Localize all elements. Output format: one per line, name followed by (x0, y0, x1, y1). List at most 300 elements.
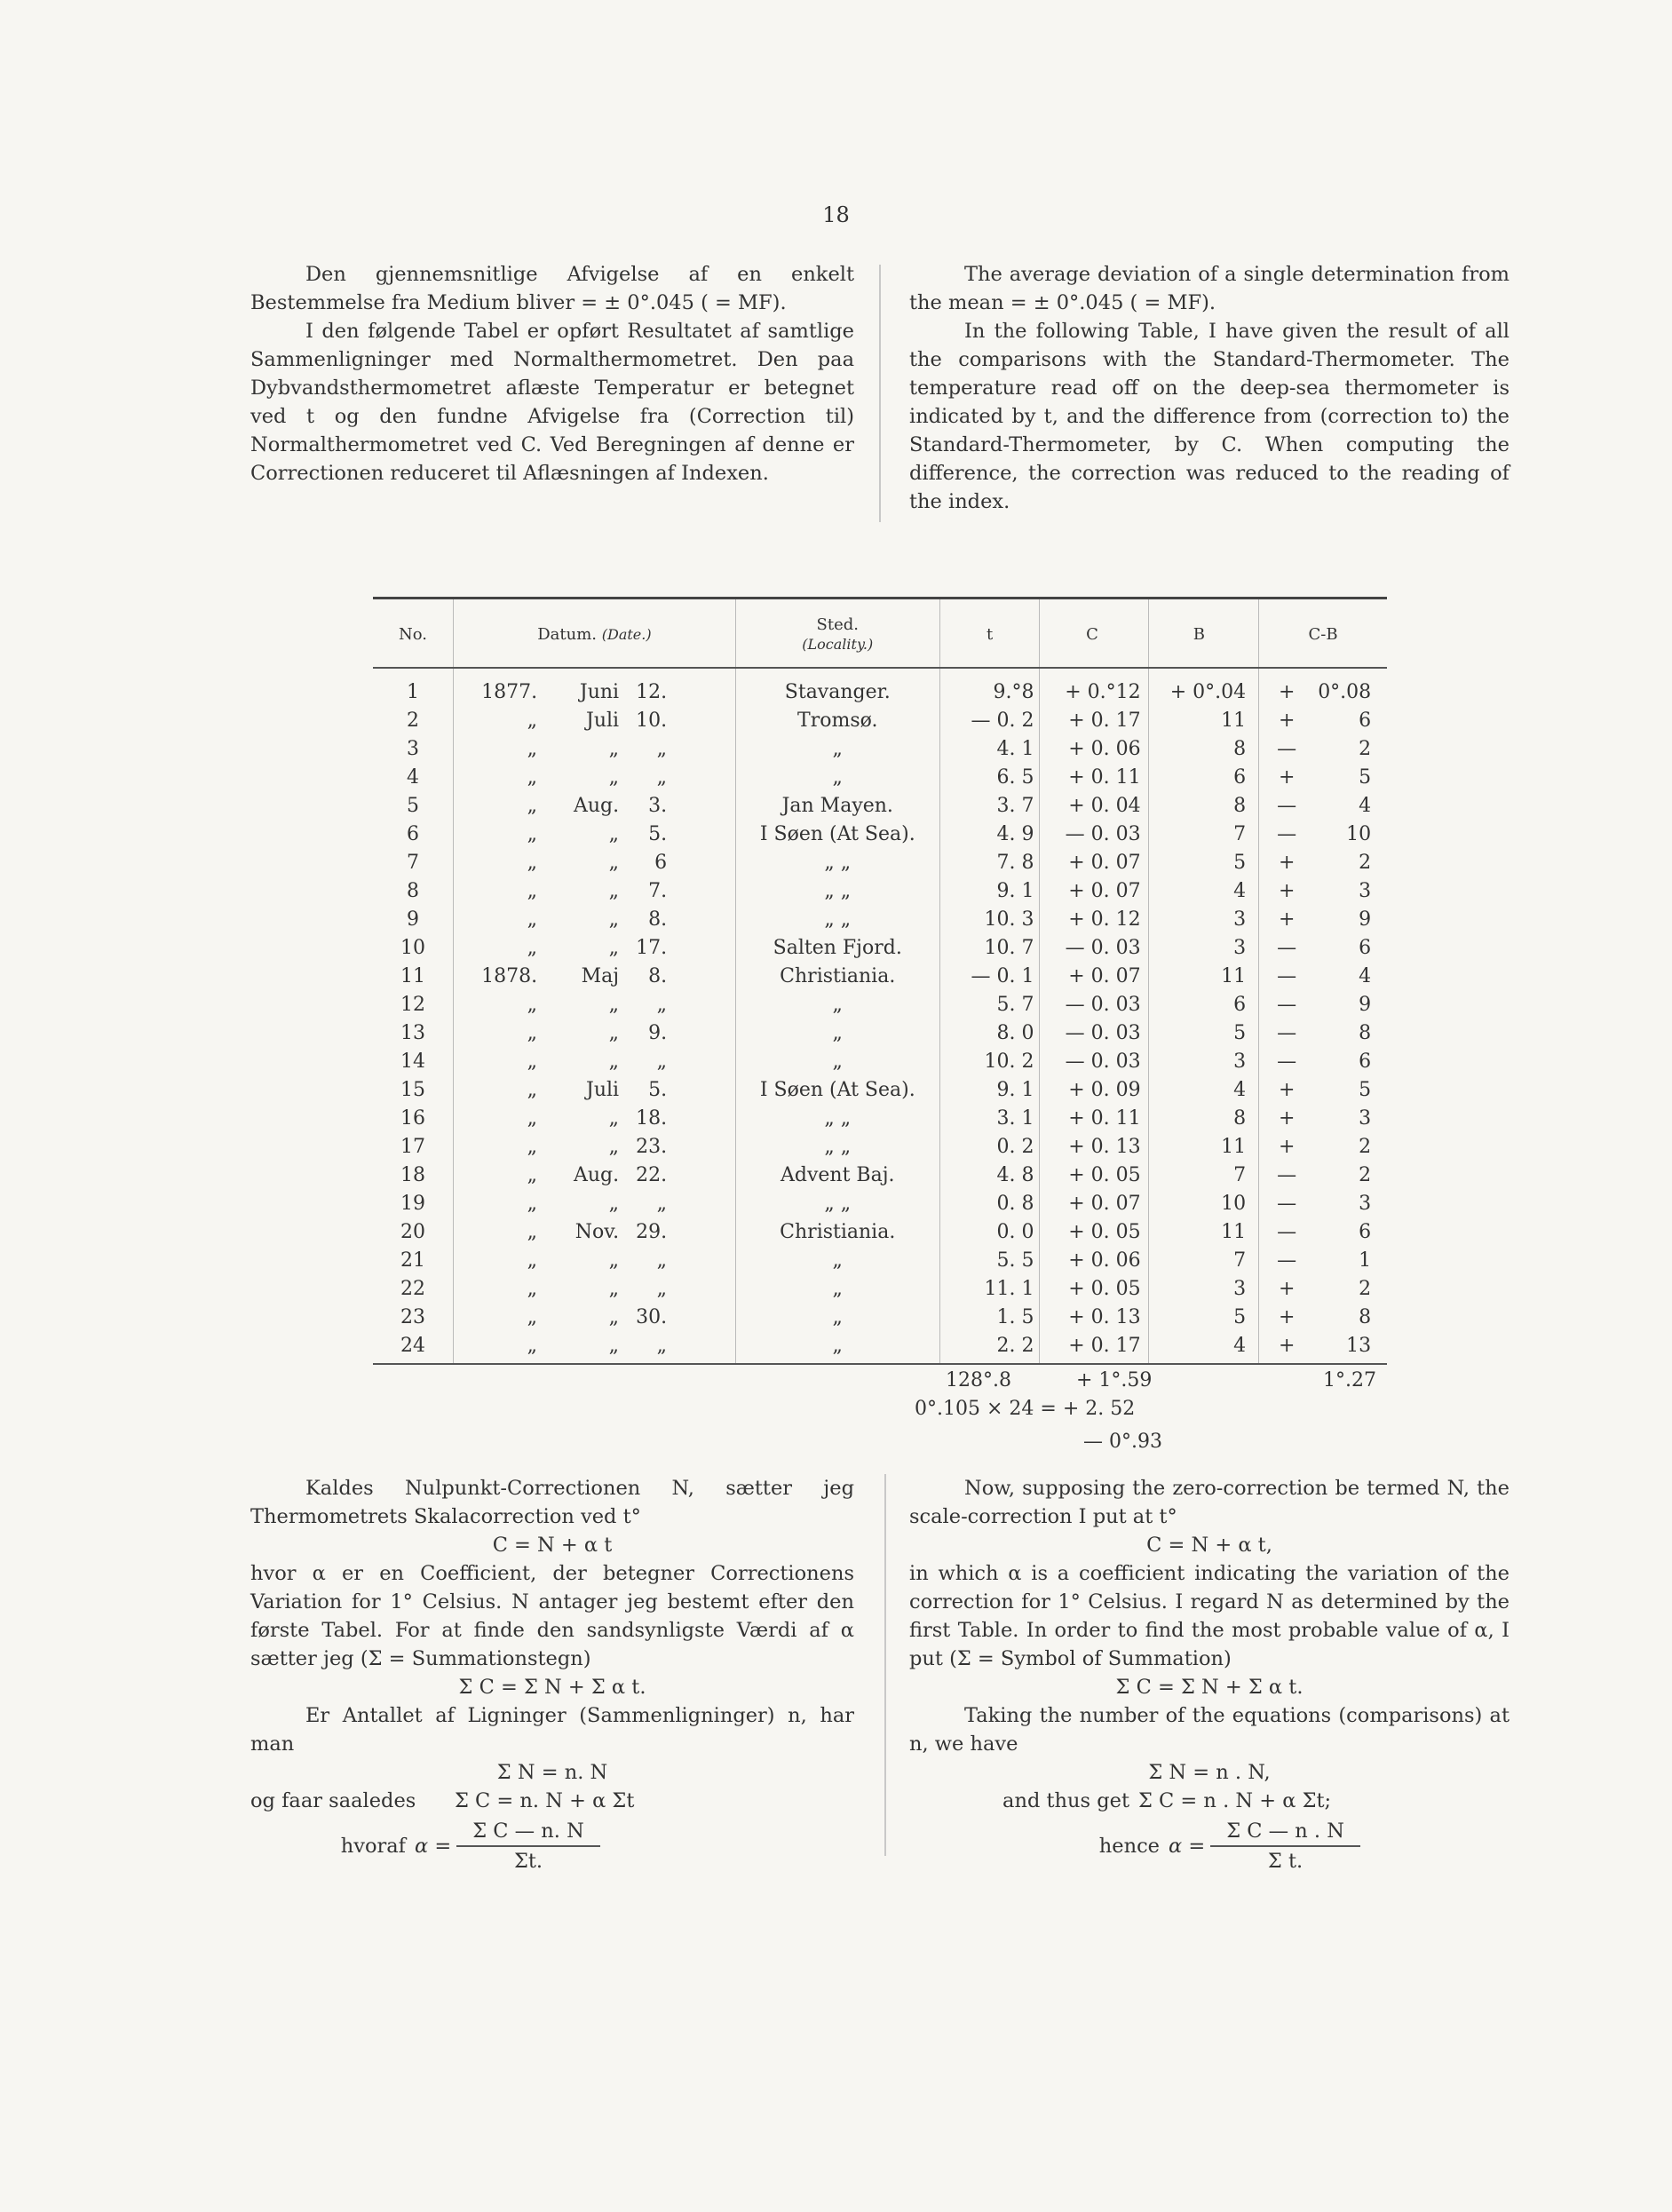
cell-year: „ (527, 1249, 538, 1272)
cell-t: 11. 1 (939, 1274, 1040, 1303)
cell-date (454, 1161, 736, 1189)
cell-year: „ (527, 1021, 538, 1044)
equation-sum-n: Σ N = n. N (496, 1761, 608, 1784)
cell-day: 8. (648, 964, 668, 987)
cell-t: 6. 5 (939, 763, 1040, 791)
calc-line: 0°.105 × 24 = + 2. 52 (915, 1398, 1136, 1420)
cell-c-minus-b (1259, 1019, 1387, 1047)
theory-norwegian-p1: Kaldes Nulpunkt-Correctionen N, sætter jeg Thermometrets Skalacorrection ved t° (250, 1477, 854, 1528)
cell-t: 0. 8 (939, 1189, 1040, 1217)
header-date-english: (Date.) (601, 626, 652, 643)
cell-b: 6 (1148, 990, 1259, 1019)
cell-cb-sign: + (1278, 1277, 1296, 1300)
table-row (373, 1104, 1387, 1132)
cell-date (454, 848, 736, 876)
equation-c-n-alpha-t-en: C = N + α t, (1146, 1534, 1272, 1557)
cell-c: — 0. 03 (1040, 933, 1148, 962)
cell-t: 8. 0 (939, 1019, 1040, 1047)
table-row (373, 1075, 1387, 1104)
table-row (373, 706, 1387, 734)
alpha-equals-en: α = (1169, 1835, 1206, 1858)
cell-month: „ (608, 1305, 620, 1328)
cell-t: 5. 5 (939, 1246, 1040, 1274)
cell-cb-value: 9 (1359, 993, 1372, 1016)
column-divider-bottom (884, 1474, 886, 1856)
cell-month: „ (608, 1249, 620, 1272)
cell-cb-value: 3 (1359, 1192, 1372, 1215)
cell-day: „ (656, 737, 668, 760)
cell-cb-sign: + (1278, 1305, 1296, 1328)
page-number: 18 (822, 202, 850, 227)
cell-t: 9.°8 (939, 668, 1040, 706)
cell-cb-sign: + (1278, 1334, 1296, 1357)
cell-c: + 0. 13 (1040, 1132, 1148, 1161)
cell-b: 11 (1148, 706, 1259, 734)
cell-b: 7 (1148, 820, 1259, 848)
cell-c-minus-b (1259, 1331, 1387, 1364)
cell-month: „ (608, 1106, 620, 1130)
cell-month: „ (608, 765, 620, 789)
cell-no: 11 (400, 964, 426, 987)
cell-year: „ (527, 1078, 538, 1101)
cell-c: + 0. 17 (1040, 1331, 1148, 1364)
cell-c-minus-b (1259, 1274, 1387, 1303)
cell-c-minus-b (1259, 1189, 1387, 1217)
table-row (373, 1019, 1387, 1047)
cell-cb-value: 8 (1359, 1305, 1372, 1328)
comparison-table (373, 597, 1387, 1365)
cell-locality: „ (735, 763, 939, 791)
alpha-fraction (456, 1817, 600, 1875)
cell-c: + 0. 11 (1040, 763, 1148, 791)
cell-no: 1 (407, 680, 420, 703)
cell-t: — 0. 2 (939, 706, 1040, 734)
cell-c-minus-b (1259, 1047, 1387, 1075)
cell-day: „ (656, 1277, 668, 1300)
cell-c: + 0. 06 (1040, 734, 1148, 763)
cell-no: 24 (373, 1331, 454, 1364)
cell-c: + 0. 07 (1040, 848, 1148, 876)
cell-date (454, 763, 736, 791)
cell-locality: Tromsø. (735, 706, 939, 734)
cell-date (454, 1075, 736, 1104)
cell-t: 10. 7 (939, 933, 1040, 962)
cell-no: 6 (407, 822, 420, 845)
cell-year: „ (527, 908, 538, 931)
cell-date (454, 1019, 736, 1047)
cell-locality: Advent Baj. (735, 1161, 939, 1189)
cell-t: 5. 7 (939, 990, 1040, 1019)
cell-cb-value: 2 (1359, 1277, 1372, 1300)
intro-norwegian-p1: Den gjennemsnitlige Afvigelse af en enkelt Bestemmelse fra Medium bliver = ± 0°.045 ( = MF). (250, 263, 854, 314)
cell-c-minus-b (1259, 791, 1387, 820)
cell-year: „ (527, 1220, 538, 1243)
cell-day: „ (656, 765, 668, 789)
cell-t: 9. 1 (939, 876, 1040, 905)
cell-month: „ (608, 908, 620, 931)
cell-c-minus-b (1259, 668, 1387, 706)
cell-locality: Christiania. (735, 1217, 939, 1246)
cell-locality: „ „ (735, 1189, 939, 1217)
alpha-fraction-en (1210, 1817, 1360, 1875)
cell-no: 18 (400, 1163, 426, 1186)
cell-no: 21 (400, 1249, 426, 1272)
cell-day: 5. (648, 1078, 668, 1101)
cell-day: „ (656, 1050, 668, 1073)
cell-cb-value: 2 (1359, 1163, 1372, 1186)
cell-year: „ (527, 1106, 538, 1130)
cell-b: 7 (1148, 1246, 1259, 1274)
table-row (373, 1274, 1387, 1303)
cell-b: 4 (1148, 1331, 1259, 1364)
cell-day: 12. (636, 680, 668, 703)
cell-b: 3 (1148, 933, 1259, 962)
cell-date (454, 791, 736, 820)
cell-cb-sign: — (1277, 1249, 1297, 1272)
sum-c-minus-b: 1°.27 (1323, 1369, 1376, 1391)
label-og-faar-saaledes: og faar saaledes (250, 1789, 416, 1812)
table-row (373, 962, 1387, 990)
cell-no: 17 (400, 1135, 426, 1158)
cell-cb-value: 2 (1359, 851, 1372, 874)
cell-b: 5 (1148, 1303, 1259, 1331)
cell-cb-sign: + (1278, 765, 1296, 789)
intro-norwegian-column (250, 260, 854, 488)
cell-year: „ (527, 879, 538, 902)
cell-b: 5 (1148, 848, 1259, 876)
cell-day: 9. (648, 1021, 668, 1044)
cell-year: „ (527, 1163, 538, 1186)
cell-locality: „ „ (735, 1132, 939, 1161)
cell-cb-value: 1 (1359, 1249, 1372, 1272)
cell-cb-value: 9 (1359, 908, 1372, 931)
cell-cb-value: 2 (1359, 1135, 1372, 1158)
cell-date (454, 990, 736, 1019)
table-row (373, 1303, 1387, 1331)
theory-english-p2: in which α is a coefficient indicating the variation of the correction for 1° Celsius. I regard N as determined by the first Table. In order to find the most probable value of α, I put (Σ = Symbol of Summation) (909, 1562, 1510, 1670)
cell-year: „ (527, 765, 538, 789)
sum-t: 128°.8 (946, 1369, 1011, 1391)
cell-c: + 0. 05 (1040, 1274, 1148, 1303)
cell-c: — 0. 03 (1040, 820, 1148, 848)
cell-day: „ (656, 1334, 668, 1357)
cell-month: „ (608, 1135, 620, 1158)
cell-no: 8 (407, 879, 420, 902)
cell-locality: „ (735, 1246, 939, 1274)
sum-c: + 1°.59 (1076, 1369, 1153, 1391)
cell-cb-sign: + (1278, 1106, 1296, 1130)
cell-c: — 0. 03 (1040, 1047, 1148, 1075)
cell-year: „ (527, 1135, 538, 1158)
cell-t: 7. 8 (939, 848, 1040, 876)
table-row (373, 933, 1387, 962)
cell-cb-sign: + (1278, 1135, 1296, 1158)
cell-locality: Jan Mayen. (735, 791, 939, 820)
cell-locality: „ (735, 1303, 939, 1331)
label-hence: hence (1098, 1835, 1160, 1858)
cell-cb-value: 4 (1359, 794, 1372, 817)
fraction-numerator-en: Σ C — n . N (1210, 1817, 1360, 1847)
cell-no: 15 (400, 1078, 426, 1101)
cell-date (454, 820, 736, 848)
table-row (373, 1217, 1387, 1246)
cell-c: + 0. 11 (1040, 1104, 1148, 1132)
cell-t: 3. 7 (939, 791, 1040, 820)
cell-date (454, 1047, 736, 1075)
cell-date (454, 1274, 736, 1303)
table-row (373, 820, 1387, 848)
cell-date (454, 933, 736, 962)
table-row (373, 848, 1387, 876)
alpha-equals: α = (415, 1835, 452, 1858)
cell-c-minus-b (1259, 1075, 1387, 1104)
equation-row-sum-c-nn (250, 1787, 854, 1815)
cell-t: 4. 1 (939, 734, 1040, 763)
cell-date (454, 1132, 736, 1161)
cell-c-minus-b (1259, 1217, 1387, 1246)
cell-cb-value: 4 (1359, 964, 1372, 987)
cell-day: „ (656, 993, 668, 1016)
cell-cb-sign: — (1277, 1192, 1297, 1215)
theory-norwegian-p3: Er Antallet af Ligninger (Sammenligninger) n, har man (250, 1704, 854, 1756)
cell-no: 19 (400, 1192, 426, 1215)
cell-day: 7. (648, 879, 668, 902)
table-body (373, 668, 1387, 1364)
cell-t: 10. 2 (939, 1047, 1040, 1075)
cell-year: „ (527, 851, 538, 874)
cell-locality: „ (735, 1331, 939, 1364)
cell-locality: „ (735, 1274, 939, 1303)
cell-b: 5 (1148, 1019, 1259, 1047)
equation-row-sum-c-nn-en (909, 1787, 1510, 1815)
cell-cb-sign: + (1278, 680, 1296, 703)
cell-cb-value: 6 (1359, 709, 1372, 732)
cell-year: „ (527, 709, 538, 732)
table-row (373, 734, 1387, 763)
cell-day: 23. (636, 1135, 668, 1158)
cell-day: 10. (636, 709, 668, 732)
cell-no: 14 (400, 1050, 426, 1073)
cell-locality: „ (735, 990, 939, 1019)
cell-locality: I Søen (At Sea). (735, 820, 939, 848)
cell-c-minus-b (1259, 1246, 1387, 1274)
cell-date (454, 962, 736, 990)
intro-english-p2: In the following Table, I have given the result of all the comparisons with the Standard-Thermometer. The temperature read off on the deep-sea thermometer is indicated by t, and the difference from (correction to) the Standard-Thermometer, by C. When computing the difference, the correction was reduced to the reading of the index. (909, 320, 1510, 513)
cell-locality: Christiania. (735, 962, 939, 990)
equation-c-n-alpha-t: C = N + α t (492, 1534, 613, 1557)
cell-locality: Stavanger. (735, 668, 939, 706)
cell-date (454, 1246, 736, 1274)
cell-day: 3. (648, 794, 668, 817)
equation-sum-n-en: Σ N = n . N, (1148, 1761, 1271, 1784)
cell-no: 4 (407, 765, 420, 789)
cell-day: 8. (648, 908, 668, 931)
cell-cb-value: 6 (1359, 1050, 1372, 1073)
cell-c-minus-b (1259, 820, 1387, 848)
cell-t: 3. 1 (939, 1104, 1040, 1132)
equation-sum-c-en: Σ C = Σ N + Σ α t. (1115, 1676, 1304, 1699)
cell-cb-sign: — (1277, 1050, 1297, 1073)
cell-year: „ (527, 822, 538, 845)
theory-norwegian-p2: hvor α er en Coefficient, der betegner Correctionens Variation for 1° Celsius. N antager jeg bestemt efter den første Tabel. For at finde den sandsynligste Værdi af α sætter jeg (Σ = Summationstegn) (250, 1562, 854, 1670)
cell-day: 5. (648, 822, 668, 845)
cell-no: 16 (400, 1106, 426, 1130)
cell-cb-sign: — (1277, 964, 1297, 987)
cell-cb-sign: — (1277, 794, 1297, 817)
cell-date (454, 706, 736, 734)
cell-locality: „ (735, 1047, 939, 1075)
cell-month: Maj (581, 964, 620, 987)
cell-c: + 0. 12 (1040, 905, 1148, 933)
equation-sum-c: Σ C = Σ N + Σ α t. (458, 1676, 646, 1699)
cell-b: 8 (1148, 791, 1259, 820)
cell-month: Juli (586, 709, 620, 732)
equation-sum-c-nn: Σ C = n. N + α Σt (455, 1789, 635, 1812)
cell-day: 22. (636, 1163, 668, 1186)
cell-c-minus-b (1259, 1104, 1387, 1132)
cell-no: 23 (400, 1305, 426, 1328)
cell-c: + 0. 07 (1040, 962, 1148, 990)
cell-month: „ (608, 1050, 620, 1073)
cell-c-minus-b (1259, 734, 1387, 763)
cell-cb-value: 13 (1346, 1334, 1372, 1357)
cell-b: 8 (1148, 734, 1259, 763)
table-row (373, 763, 1387, 791)
cell-day: „ (656, 1249, 668, 1272)
cell-locality: „ „ (735, 1104, 939, 1132)
cell-cb-sign: — (1277, 936, 1297, 959)
cell-c: + 0. 07 (1040, 876, 1148, 905)
equation-row-alpha-en (909, 1817, 1510, 1875)
cell-no: 9 (407, 908, 420, 931)
cell-t: 4. 8 (939, 1161, 1040, 1189)
cell-month: „ (608, 822, 620, 845)
cell-year: „ (527, 936, 538, 959)
fraction-numerator: Σ C — n. N (456, 1817, 600, 1847)
cell-day: „ (656, 1192, 668, 1215)
intro-norwegian-p2: I den følgende Tabel er opført Resultatet af samtlige Sammenligninger med Normalthermometret. Den paa Dybvandsthermometret aflæste Temperatur er betegnet ved t og den fundne Afvigelse fra (Correction til) Normalthermometret ved C. Ved Beregningen af denne er Correctionen reduceret til Aflæsningen af Indexen. (250, 320, 854, 485)
cell-day: 18. (636, 1106, 668, 1130)
cell-c-minus-b (1259, 962, 1387, 990)
cell-locality: „ „ (735, 876, 939, 905)
intro-english-column (909, 260, 1510, 516)
cell-b: 3 (1148, 1274, 1259, 1303)
cell-date (454, 1331, 736, 1364)
cell-no: 5 (407, 794, 420, 817)
cell-date (454, 1303, 736, 1331)
cell-month: „ (608, 993, 620, 1016)
cell-t: 2. 2 (939, 1331, 1040, 1364)
cell-cb-value: 0°.08 (1318, 680, 1372, 703)
column-divider-top (879, 265, 881, 522)
cell-c-minus-b (1259, 763, 1387, 791)
cell-month: Nov. (575, 1220, 620, 1243)
theory-english-p1: Now, supposing the zero-correction be termed N, the scale-correction I put at t° (909, 1477, 1510, 1528)
cell-t: 4. 9 (939, 820, 1040, 848)
cell-month: Juni (579, 680, 620, 703)
header-locality-label: Sted. (816, 615, 859, 634)
header-no: No. (373, 599, 454, 669)
cell-no: 3 (407, 737, 420, 760)
table-row (373, 1047, 1387, 1075)
cell-b: 4 (1148, 1075, 1259, 1104)
cell-month: Aug. (573, 1163, 620, 1186)
cell-cb-value: 5 (1359, 1078, 1372, 1101)
cell-no: 7 (407, 851, 420, 874)
cell-month: Juli (586, 1078, 620, 1101)
table-row (373, 905, 1387, 933)
cell-month: „ (608, 1021, 620, 1044)
cell-b: 7 (1148, 1161, 1259, 1189)
cell-no: 12 (400, 993, 426, 1016)
label-hvoraf: hvoraf (340, 1835, 406, 1858)
table-row (373, 876, 1387, 905)
cell-cb-sign: — (1277, 993, 1297, 1016)
cell-date (454, 876, 736, 905)
cell-c-minus-b (1259, 1303, 1387, 1331)
cell-c: — 0. 03 (1040, 1019, 1148, 1047)
cell-c-minus-b (1259, 1161, 1387, 1189)
cell-cb-sign: + (1278, 879, 1296, 902)
cell-no: 10 (400, 936, 426, 959)
cell-c-minus-b (1259, 905, 1387, 933)
cell-date (454, 1189, 736, 1217)
cell-b: 11 (1148, 1132, 1259, 1161)
cell-b: 8 (1148, 1104, 1259, 1132)
cell-t: 10. 3 (939, 905, 1040, 933)
cell-day: 6 (654, 851, 668, 874)
cell-cb-sign: + (1278, 1078, 1296, 1101)
cell-c: + 0. 06 (1040, 1246, 1148, 1274)
table-row (373, 1246, 1387, 1274)
cell-cb-value: 3 (1359, 879, 1372, 902)
theory-norwegian-column (250, 1474, 854, 1875)
difference-line: — 0°.93 (1083, 1431, 1162, 1453)
cell-day: 17. (636, 936, 668, 959)
intro-english-p1: The average deviation of a single determination from the mean = ± 0°.045 ( = MF). (909, 263, 1510, 314)
cell-date (454, 668, 736, 706)
cell-month: „ (608, 851, 620, 874)
cell-c: + 0. 04 (1040, 791, 1148, 820)
cell-month: „ (608, 737, 620, 760)
header-locality (735, 599, 939, 669)
cell-cb-sign: + (1278, 709, 1296, 732)
cell-locality: „ (735, 1019, 939, 1047)
cell-year: „ (527, 993, 538, 1016)
cell-month: „ (608, 936, 620, 959)
cell-month: „ (608, 1334, 620, 1357)
cell-cb-value: 10 (1346, 822, 1372, 845)
cell-locality: Salten Fjord. (735, 933, 939, 962)
cell-day: 30. (636, 1305, 668, 1328)
cell-cb-value: 5 (1359, 765, 1372, 789)
cell-c: + 0. 17 (1040, 706, 1148, 734)
table-row (373, 1132, 1387, 1161)
cell-year: „ (527, 1192, 538, 1215)
cell-c: — 0. 03 (1040, 990, 1148, 1019)
cell-c: + 0. 05 (1040, 1161, 1148, 1189)
cell-t: 0. 0 (939, 1217, 1040, 1246)
table-row (373, 1331, 1387, 1364)
cell-no: 20 (400, 1220, 426, 1243)
cell-c: + 0. 07 (1040, 1189, 1148, 1217)
cell-c-minus-b (1259, 848, 1387, 876)
cell-month: „ (608, 879, 620, 902)
cell-no: 2 (407, 709, 420, 732)
cell-date (454, 905, 736, 933)
theory-english-column (909, 1474, 1510, 1875)
cell-year: „ (527, 794, 538, 817)
